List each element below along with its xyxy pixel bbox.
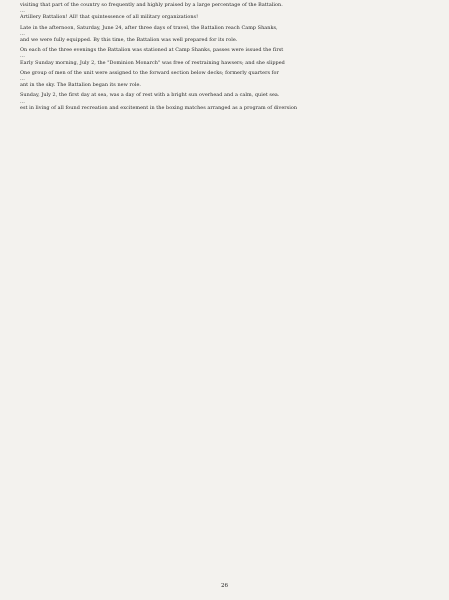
text-line: Late in the afternoon, Saturday, June 24, after three days of travel, the Battalion reach Camp Shanks,: [20, 24, 278, 31]
text-line: …: [20, 98, 25, 105]
page-number: 26: [221, 583, 228, 589]
text-line: est in living of all found recreation and excitement in the boxing matches arranged as a program of diversion: [20, 104, 298, 111]
paragraph: [20, 47, 430, 66]
text-line: On each of the three evenings the Battalion was stationed at Camp Shanks, passes were issued the first: [20, 47, 284, 54]
text-line: …: [20, 8, 25, 15]
paragraph: [20, 2, 430, 21]
paragraph: [20, 25, 430, 44]
text-line: Sunday, July 2, the first day at sea, was a day of rest with a bright sun overhead and a calm, quiet sea.: [20, 92, 280, 99]
text-line: …: [20, 76, 25, 83]
text-line: Early Sunday morning, July 2, the "Dominion Monarch" was free of restraining hawsers; and she slipped: [20, 59, 285, 66]
paragraph: [20, 92, 430, 111]
text-line: visiting that part of the country so frequently and highly praised by a large percentage of the Battalion.: [20, 2, 283, 8]
text-line: One group of men of the unit were assigned to the forward section below decks; formerly quarters for: [20, 69, 279, 76]
text-line: and we were fully equipped. By this time, the Battalion was well prepared for its role.: [20, 37, 238, 44]
text-line: Artillery Battalion! All! that quintessence of all military organizations!: [20, 14, 199, 21]
paragraph: [20, 70, 430, 89]
text-line: ant in the sky. The Battalion began its new role.: [20, 82, 142, 89]
text-line: …: [20, 53, 25, 60]
text-line: …: [20, 30, 25, 37]
